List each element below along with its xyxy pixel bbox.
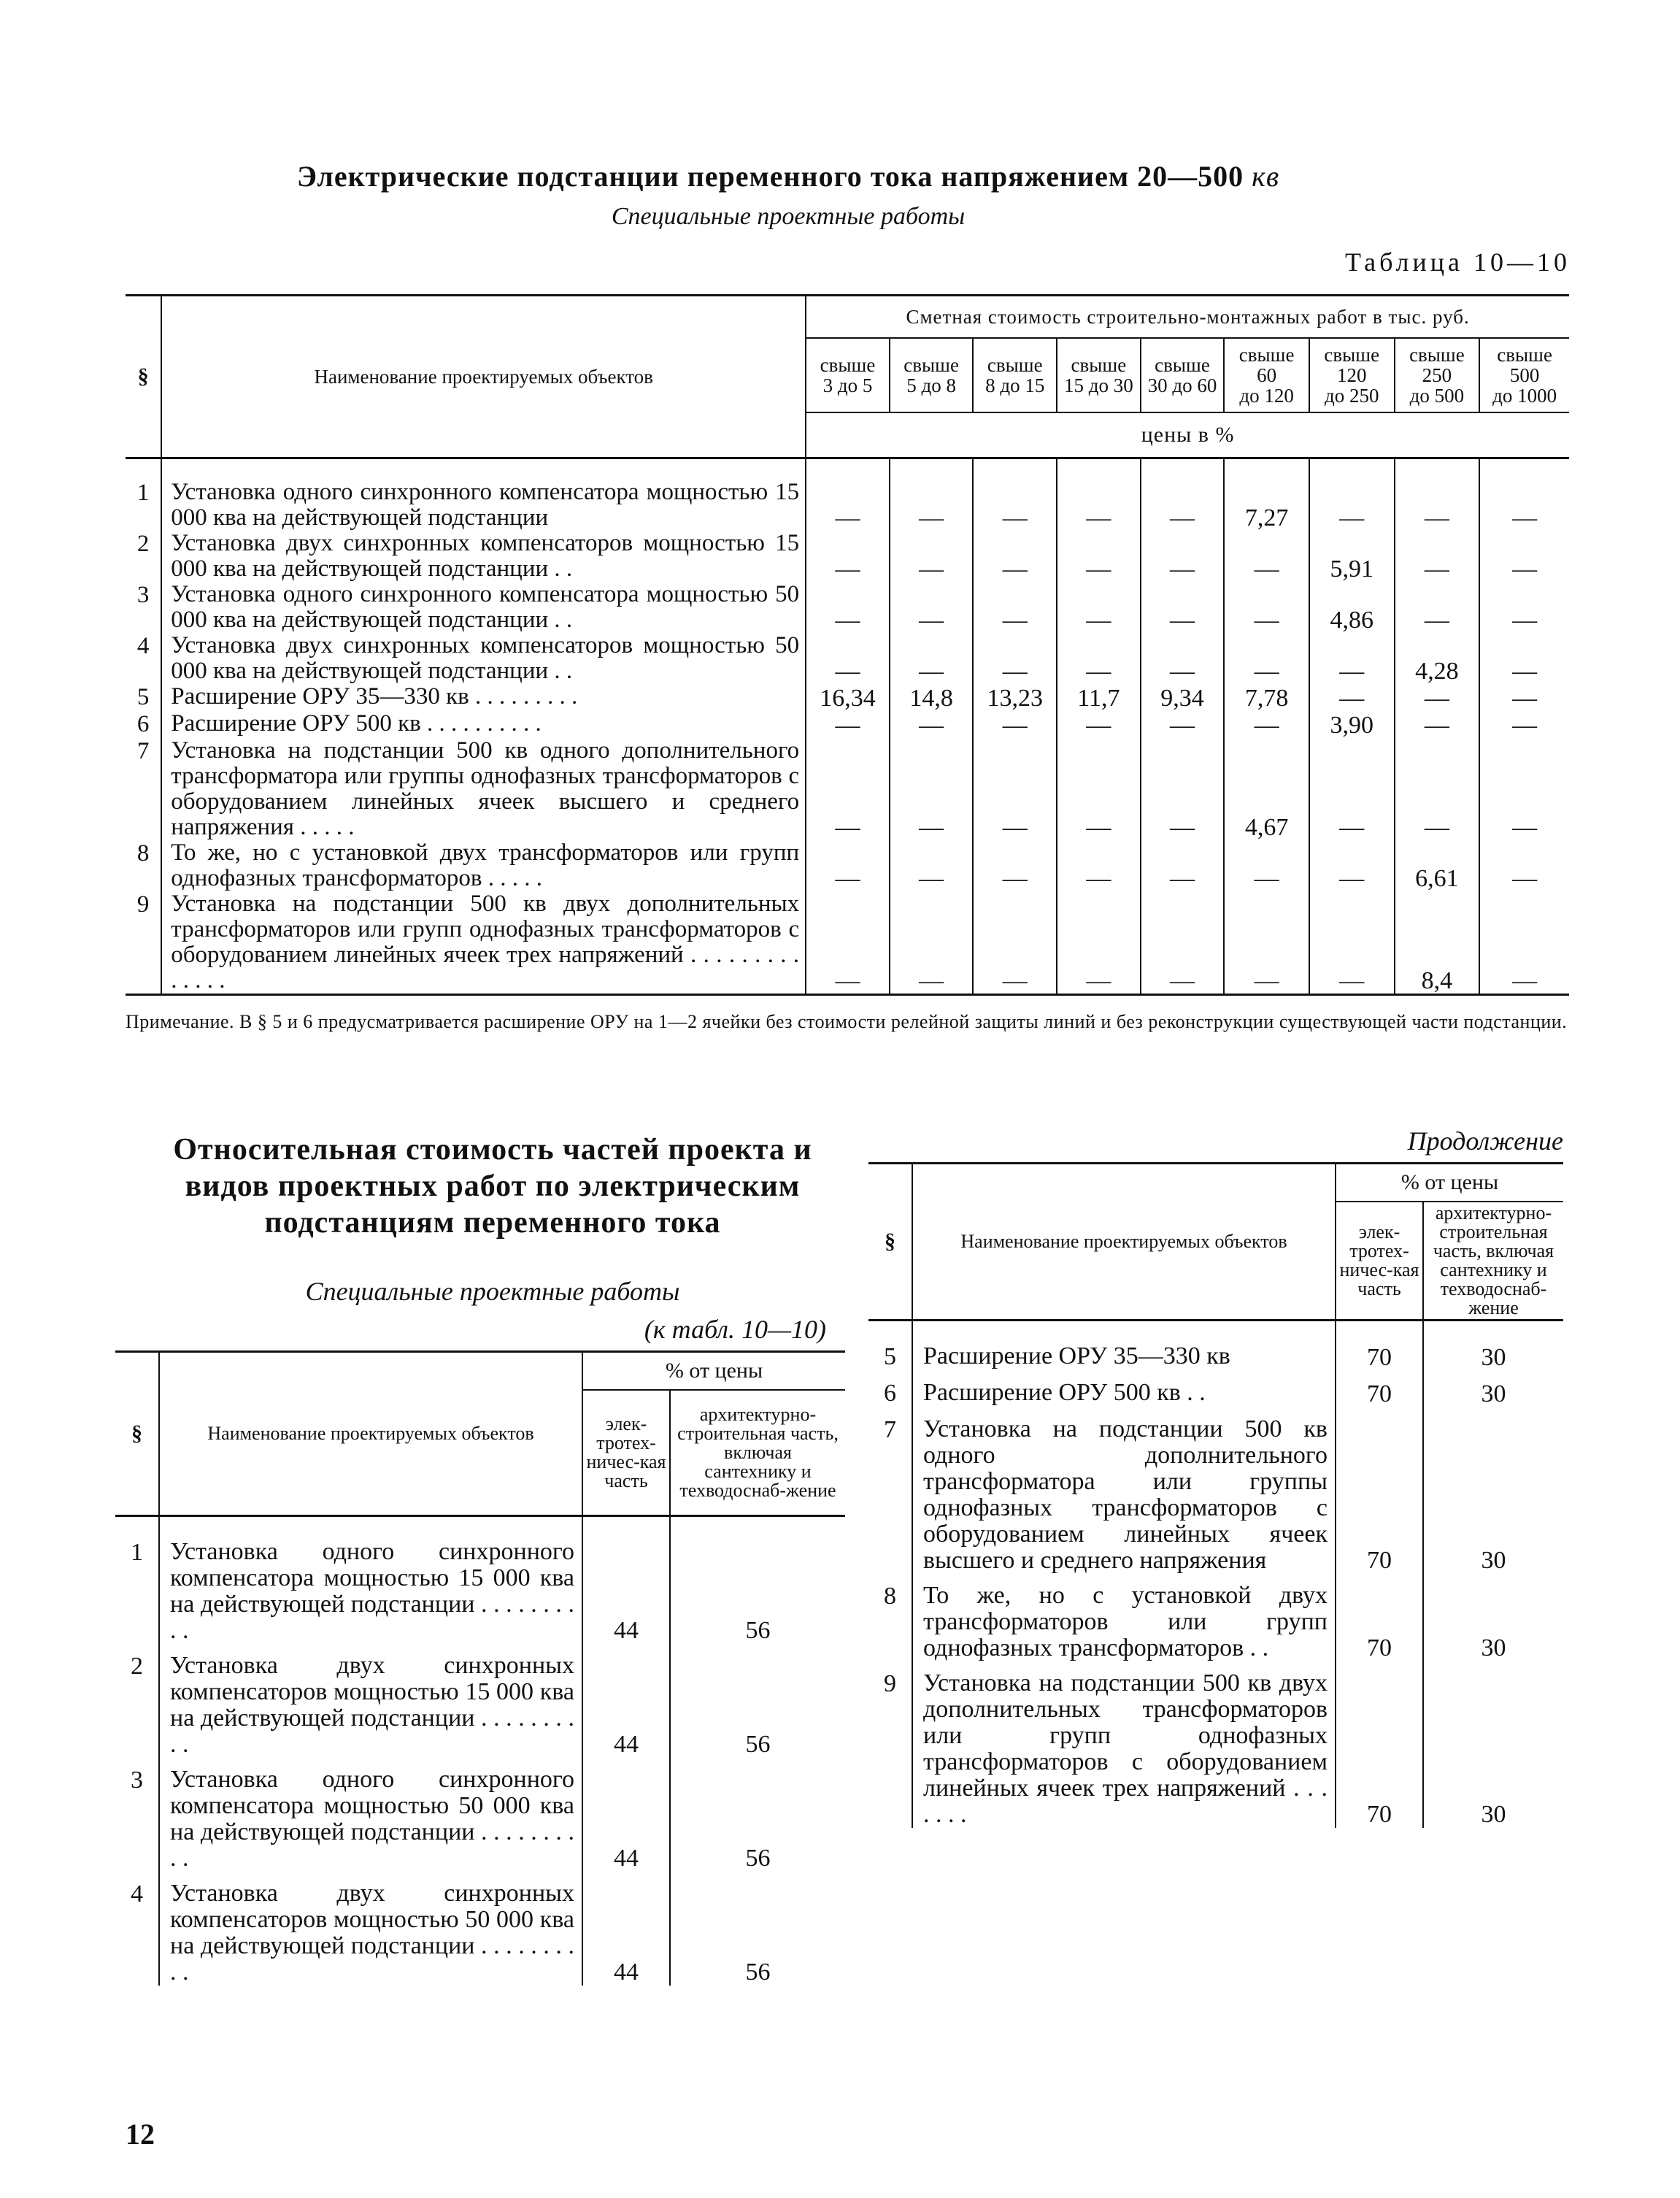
range-header-line: свыше <box>820 354 876 376</box>
row-price-value: 14,8 <box>890 684 974 711</box>
row-price-value: — <box>1395 711 1480 738</box>
row-arch-percent: 56 <box>745 1731 771 1758</box>
range-header-line: свыше <box>1071 354 1127 376</box>
row-price-value: — <box>806 633 890 684</box>
row-price-value: — <box>1512 685 1538 712</box>
row-section-number: 5 <box>884 1343 896 1370</box>
t2l-name-header: Наименование проектируемых объектов <box>159 1352 582 1516</box>
row-price-value: 4,86 <box>1309 582 1395 633</box>
price-header: цены в % <box>806 412 1569 458</box>
range-header-line: 8 до 15 <box>985 374 1045 396</box>
row-price-value: — <box>1512 504 1538 531</box>
table2-right <box>868 1162 1563 1828</box>
range-header-line: свыше <box>987 354 1043 376</box>
row-price-value: — <box>1309 458 1395 531</box>
row-price-value: — <box>1141 891 1225 995</box>
row-price-value: — <box>1395 582 1480 633</box>
col-name-header: Наименование проектируемых объектов <box>161 296 806 458</box>
row-price-value: — <box>1512 607 1538 634</box>
row-price-value: — <box>1309 891 1395 995</box>
row-price-value: — <box>1141 458 1225 531</box>
row-price-value: — <box>973 633 1057 684</box>
row-price-value: — <box>806 531 890 582</box>
row-price-value: 6,61 <box>1395 840 1480 891</box>
table1-row <box>126 684 1569 711</box>
table-10-10 <box>126 294 1569 996</box>
row-object-name: Установка одного синхронного компенсатора мощностью 50 000 ква на действующей подстанции . . <box>161 582 806 633</box>
row-price-value: — <box>1224 711 1309 738</box>
row-price-value: — <box>1512 814 1538 841</box>
range-header-4 <box>1057 338 1141 412</box>
row-section-number: 3 <box>136 582 150 608</box>
row-price-value: — <box>890 738 974 840</box>
col-section-header: § <box>126 296 161 458</box>
row-price-value: 7,78 <box>1224 684 1309 711</box>
row-price-value: — <box>1057 840 1141 891</box>
row-object-name: Расширение ОРУ 500 кв . . . . . . . . . . <box>161 711 806 738</box>
t2-left-row <box>115 1516 845 1645</box>
table1-row <box>126 582 1569 633</box>
row-price-value: — <box>890 711 974 738</box>
row-price-value: — <box>806 458 890 531</box>
range-header-8 <box>1395 338 1480 412</box>
row-object-name: Установка на подстанции 500 кв двух дополнительных трансформаторов или групп однофазных трансформаторов с оборудованием линейных ячеек трех напряжений . . . . . . . . . . . . . . <box>161 891 806 995</box>
row-section-number: 1 <box>131 1539 143 1566</box>
row-object-name: Установка одного синхронного компенсатора мощностью 15 000 ква на действующей подстанции . . . . . . . . . . <box>159 1516 582 1645</box>
row-price-value: — <box>1057 582 1141 633</box>
table1-title-text: Электрические подстанции переменного тока напряжением 20—500 <box>296 160 1244 193</box>
row-price-value: — <box>1057 633 1141 684</box>
row-price-value: — <box>973 582 1057 633</box>
row-section-number: 7 <box>136 738 150 764</box>
t2-right-row <box>868 1661 1563 1828</box>
row-price-value: — <box>1141 840 1225 891</box>
table1-title <box>146 159 1430 193</box>
row-elec-percent: 70 <box>1336 1371 1423 1407</box>
t2l-arch-header: архитектурно-строительная часть, включая сантехнику и техводоснаб-жение <box>670 1390 845 1516</box>
row-object-name: Установка на подстанции 500 кв одного дополнительного трансформатора или группы однофазных трансформаторов с оборудованием линейных ячеек высшего и среднего напряжения . . . . . <box>161 738 806 840</box>
row-price-value: — <box>806 891 890 995</box>
range-header-line: свыше <box>1409 344 1465 366</box>
table1-row <box>126 840 1569 891</box>
row-price-value: — <box>806 840 890 891</box>
row-price-value: — <box>973 711 1057 738</box>
row-price-value: — <box>1309 633 1395 684</box>
row-object-name: Установка двух синхронных компенсаторов мощностью 50 000 ква на действующей подстанции . . <box>161 633 806 684</box>
row-price-value: — <box>1224 840 1309 891</box>
row-price-value: — <box>1057 891 1141 995</box>
row-section-number: 9 <box>884 1670 896 1697</box>
row-price-value: — <box>1309 684 1395 711</box>
table1-row <box>126 633 1569 684</box>
row-price-value: — <box>890 531 974 582</box>
range-header-line: свыше <box>903 354 959 376</box>
range-header-line: свыше <box>1238 344 1295 366</box>
row-price-value: — <box>1141 711 1225 738</box>
row-price-value: — <box>1395 684 1480 711</box>
row-price-value: — <box>1309 738 1395 840</box>
t2r-pct-header: % от цены <box>1336 1164 1563 1202</box>
row-price-value: — <box>890 891 974 995</box>
range-header-3 <box>973 338 1057 412</box>
row-price-value: 5,91 <box>1309 531 1395 582</box>
row-price-value: — <box>1512 658 1538 685</box>
row-object-name: Установка двух синхронных компенсаторов мощностью 15 000 ква на действующей подстанции . . . . . . . . . . <box>159 1644 582 1758</box>
row-object-name: Расширение ОРУ 35—330 кв . . . . . . . . . <box>161 684 806 711</box>
cost-header: Сметная стоимость строительно-монтажных работ в тыс. руб. <box>806 296 1569 339</box>
range-header-line: 120 <box>1337 364 1367 386</box>
row-section-number: 5 <box>136 684 150 710</box>
range-header-7 <box>1309 338 1395 412</box>
row-elec-percent: 70 <box>1336 1574 1423 1661</box>
row-price-value: — <box>890 840 974 891</box>
table1-title-unit: кв <box>1252 160 1280 193</box>
row-price-value: — <box>1224 531 1309 582</box>
range-header-line: 30 до 60 <box>1147 374 1217 396</box>
row-object-name: Установка на подстанции 500 кв одного дополнительного трансформатора или группы однофазных трансформаторов с оборудованием линейных ячеек высшего и среднего напряжения <box>912 1407 1336 1574</box>
row-price-value: 11,7 <box>1057 684 1141 711</box>
range-header-line: 250 <box>1422 364 1452 386</box>
row-elec-percent: 70 <box>1336 1407 1423 1574</box>
row-object-name: Расширение ОРУ 500 кв . . <box>912 1371 1336 1407</box>
row-object-name: То же, но с установкой двух трансформаторов или групп однофазных трансформаторов . . . . . <box>161 840 806 891</box>
row-price-value: — <box>1224 891 1309 995</box>
range-header-line: свыше <box>1497 344 1552 366</box>
row-section-number: 4 <box>131 1880 143 1907</box>
t2r-elec-header: элек-тротех-ничес-кая часть <box>1336 1202 1423 1321</box>
range-header-line: 3 до 5 <box>822 374 873 396</box>
t2-right-row <box>868 1371 1563 1407</box>
row-object-name: Установка на подстанции 500 кв двух дополнительных трансформаторов или групп однофазных трансформаторов с оборудованием линейных ячеек трех напряжений . . . . . . . <box>912 1661 1336 1828</box>
table1-note: Примечание. В § 5 и 6 предусматривается расширение ОРУ на 1—2 ячейки без стоимости релейной защиты линий и без реконструкции существующей части подстанции. <box>126 1011 1568 1032</box>
row-price-value: — <box>1141 582 1225 633</box>
range-header-6 <box>1224 338 1309 412</box>
row-price-value: — <box>890 633 974 684</box>
row-section-number: 6 <box>884 1380 896 1407</box>
row-price-value: 9,34 <box>1141 684 1225 711</box>
row-price-value: 3,90 <box>1309 711 1395 738</box>
table2-subtitle: Специальные проектные работы <box>305 1277 680 1306</box>
range-header-line: свыше <box>1324 344 1380 366</box>
row-elec-percent: 44 <box>582 1872 670 1986</box>
row-price-value: — <box>1395 531 1480 582</box>
row-price-value: — <box>1309 840 1395 891</box>
row-price-value: — <box>1057 531 1141 582</box>
t2l-section-header: § <box>115 1352 159 1516</box>
table1-subtitle: Специальные проектные работы <box>611 203 966 230</box>
row-object-name: Установка двух синхронных компенсаторов мощностью 15 000 ква на действующей подстанции . . <box>161 531 806 582</box>
row-section-number: 4 <box>136 633 150 659</box>
row-section-number: 7 <box>884 1416 896 1443</box>
range-header-line: до 250 <box>1325 385 1379 407</box>
table1-row <box>126 531 1569 582</box>
row-price-value: 13,23 <box>973 684 1057 711</box>
row-price-value: — <box>1395 458 1480 531</box>
table1-row <box>126 711 1569 738</box>
row-price-value: 7,27 <box>1224 458 1309 531</box>
row-price-value: 4,67 <box>1224 738 1309 840</box>
range-header-line: 60 <box>1257 364 1277 386</box>
range-header-line: до 120 <box>1239 385 1294 407</box>
range-header-2 <box>890 338 974 412</box>
row-object-name: Установка двух синхронных компенсаторов мощностью 50 000 ква на действующей подстанции . . . . . . . . . . <box>159 1872 582 1986</box>
row-price-value: — <box>973 840 1057 891</box>
row-elec-percent: 44 <box>582 1758 670 1872</box>
row-price-value: 8,4 <box>1395 891 1480 995</box>
row-price-value: — <box>1512 865 1538 892</box>
t2l-elec-header: элек-тротех-ничес-кая часть <box>582 1390 670 1516</box>
t2-left-row <box>115 1758 845 1872</box>
row-object-name: Установка одного синхронного компенсатора мощностью 50 000 ква на действующей подстанции . . . . . . . . . . <box>159 1758 582 1872</box>
row-price-value: — <box>1479 891 1569 995</box>
range-header-line: 15 до 30 <box>1063 374 1133 396</box>
row-price-value: — <box>1141 633 1225 684</box>
table1-row <box>126 458 1569 531</box>
t2r-section-header: § <box>868 1164 912 1321</box>
row-elec-percent: 44 <box>582 1644 670 1758</box>
row-arch-percent: 56 <box>745 1845 771 1872</box>
table1-row <box>126 738 1569 840</box>
t2-right-row <box>868 1574 1563 1661</box>
t2-right-row <box>868 1321 1563 1372</box>
t2r-arch-header: архитектурно-строительная часть, включая сантехнику и техводоснаб-жение <box>1423 1202 1563 1321</box>
row-price-value: — <box>1057 458 1141 531</box>
row-price-value: — <box>973 891 1057 995</box>
table2-ref: (к табл. 10—10) <box>644 1315 826 1344</box>
row-elec-percent: 44 <box>582 1516 670 1645</box>
row-price-value: — <box>1141 531 1225 582</box>
row-arch-percent: 30 <box>1481 1801 1506 1828</box>
table1-row <box>126 891 1569 995</box>
row-object-name: Установка одного синхронного компенсатора мощностью 15 000 ква на действующей подстанции <box>161 458 806 531</box>
row-section-number: 2 <box>131 1653 143 1680</box>
t2-right-row <box>868 1407 1563 1574</box>
row-price-value: — <box>973 738 1057 840</box>
row-price-value: — <box>1057 738 1141 840</box>
row-elec-percent: 70 <box>1336 1321 1423 1372</box>
row-section-number: 1 <box>136 480 150 506</box>
page-number: 12 <box>126 2118 155 2151</box>
row-arch-percent: 56 <box>745 1959 771 1986</box>
row-price-value: — <box>1224 633 1309 684</box>
table2-title: Относительная стоимость частей проекта и видов проектных работ по электрическим подстанциям переменного тока <box>173 1133 812 1240</box>
t2-left-row <box>115 1872 845 1986</box>
t2r-name-header: Наименование проектируемых объектов <box>912 1164 1336 1321</box>
row-object-name: Расширение ОРУ 35—330 кв <box>912 1321 1336 1372</box>
row-price-value: — <box>1224 582 1309 633</box>
row-price-value: — <box>1057 711 1141 738</box>
range-header-5 <box>1141 338 1225 412</box>
row-section-number: 8 <box>884 1583 896 1610</box>
table2-left <box>115 1350 845 1986</box>
range-header-line: свыше <box>1155 354 1210 376</box>
range-header-line: 500 <box>1509 364 1540 386</box>
row-price-value: — <box>1512 712 1538 739</box>
row-elec-percent: 70 <box>1336 1661 1423 1828</box>
table1-label: Таблица 10—10 <box>1345 247 1571 277</box>
row-arch-percent: 30 <box>1481 1634 1506 1661</box>
row-arch-percent: 56 <box>745 1617 771 1644</box>
row-section-number: 9 <box>126 891 161 995</box>
row-price-value: — <box>806 738 890 840</box>
row-price-value: — <box>806 711 890 738</box>
row-price-value: — <box>1141 738 1225 840</box>
row-price-value: 16,34 <box>806 684 890 711</box>
range-header-line: 5 до 8 <box>906 374 956 396</box>
row-price-value: — <box>973 531 1057 582</box>
range-header-line: до 500 <box>1409 385 1465 407</box>
range-header-line: до 1000 <box>1492 385 1557 407</box>
row-object-name: То же, но с установкой двух трансформаторов или групп однофазных трансформаторов . . <box>912 1574 1336 1661</box>
t2-left-row <box>115 1644 845 1758</box>
table2-continuation: Продолжение <box>1407 1126 1563 1156</box>
row-section-number: 2 <box>136 531 150 557</box>
row-arch-percent: 30 <box>1481 1547 1506 1574</box>
row-price-value: — <box>1395 738 1480 840</box>
range-header-9 <box>1479 338 1569 412</box>
row-arch-percent: 30 <box>1481 1380 1506 1407</box>
row-price-value: — <box>1512 556 1538 583</box>
range-header-1 <box>806 338 890 412</box>
row-price-value: 4,28 <box>1395 633 1480 684</box>
row-price-value: — <box>806 582 890 633</box>
t2l-pct-header: % от цены <box>582 1352 845 1391</box>
row-section-number: 8 <box>136 840 150 866</box>
row-section-number: 3 <box>131 1767 143 1794</box>
row-price-value: — <box>973 458 1057 531</box>
row-price-value: — <box>890 458 974 531</box>
row-arch-percent: 30 <box>1481 1344 1506 1371</box>
row-price-value: — <box>890 582 974 633</box>
row-section-number: 6 <box>136 711 150 737</box>
